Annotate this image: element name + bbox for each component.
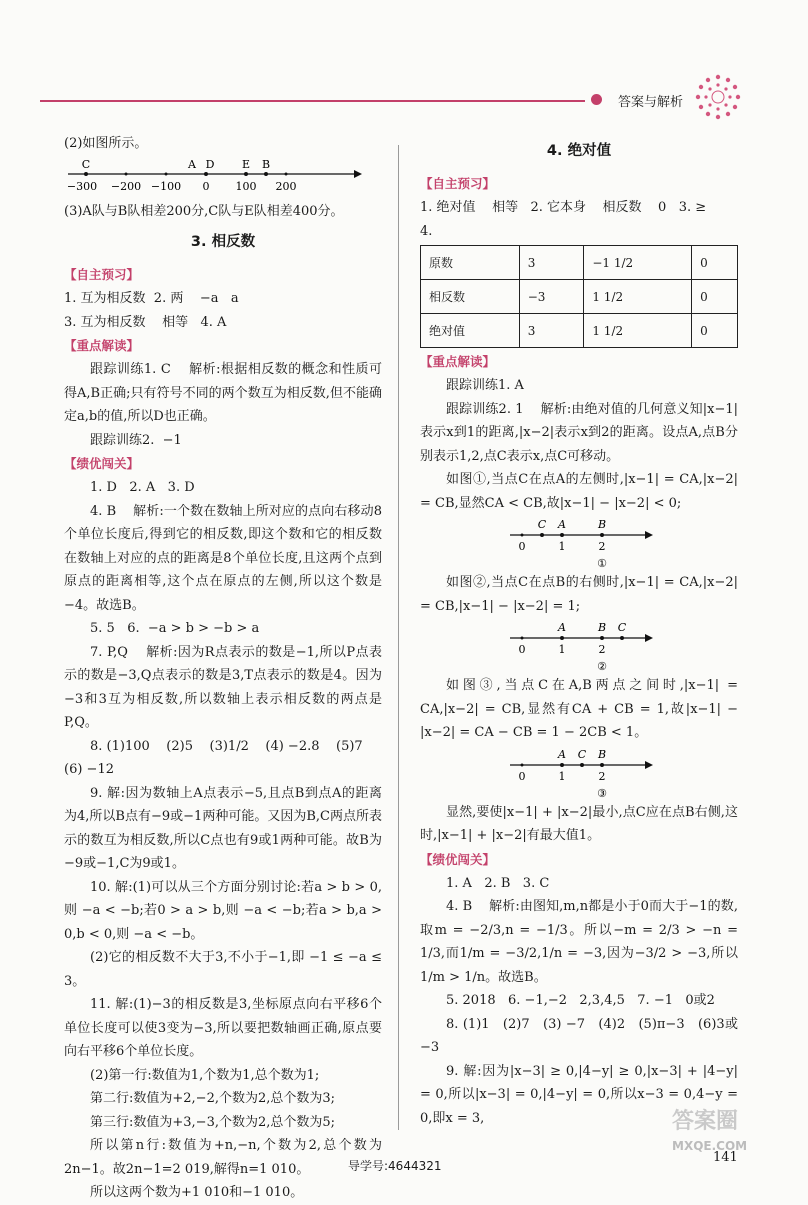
tick-label: 0	[518, 769, 526, 783]
answer-text: 跟踪训练1. A	[446, 378, 524, 393]
answer-text: 1. D 2. A 3. D	[90, 480, 195, 495]
number-line-figure-1	[420, 517, 738, 569]
answer-text: 5. 5 6. −a > b > −b > a	[90, 621, 260, 636]
tick-label: 200	[275, 179, 297, 193]
point-label: D	[205, 157, 215, 171]
table-cell: 0	[692, 314, 738, 348]
header-bullet-icon	[591, 94, 602, 105]
answer-text: 7. P,Q 解析:因为R点表示的数是−1,所以P点表示的数是−3,Q点表示的数是3,T点表示的数是4。因为−3和3互为相反数,所以数轴上表示相反数的两点是P,Q。	[64, 644, 382, 730]
tick-label: 0	[518, 540, 526, 553]
tick-label: 2	[598, 769, 606, 783]
section-tag: 【自主预习】	[420, 176, 496, 191]
absolute-value-table	[420, 245, 738, 348]
number-line-figure-2	[420, 620, 738, 672]
header-title: 答案与解析	[618, 95, 684, 110]
answer-text: 第三行:数值为+3,−3,个数为2,总个数为5;	[90, 1114, 336, 1130]
answer-text: 9. 解:因为|x−3| ≥ 0,|4−y| ≥ 0,|x−3| + |4−y| = 0,所以|x−3| = 0,|4−y| = 0,所以x−3 = 0,4−y = 0,即x = 3,	[420, 1063, 743, 1126]
answer-text: 显然,要使|x−1| + |x−2|最小,点C应在点B右侧,这时,|x−1| + |x−2|有最大值1。	[420, 804, 738, 843]
watermark-url: MXQE.COM	[672, 1139, 748, 1153]
section-tag: 【自主预习】	[64, 267, 140, 282]
flower-ornament-icon	[693, 72, 743, 122]
table-cell: 3	[519, 246, 584, 280]
point-label: C	[617, 621, 627, 634]
right-column	[420, 132, 743, 1130]
point-label: C	[537, 518, 547, 531]
point-label: B	[261, 157, 271, 171]
point-label: A	[188, 157, 196, 171]
guide-number: 导学号:4644321	[348, 1159, 442, 1173]
tick-label: 1	[558, 540, 566, 553]
answer-text: 1. A 2. B 3. C	[446, 875, 550, 891]
point-label: A	[558, 747, 566, 761]
tick-label: −200	[110, 179, 142, 193]
answer-text: (3)A队与B队相差200分,C队与E队相差400分。	[64, 203, 344, 219]
point-label: A	[558, 518, 566, 531]
section-tag: 【绩优闯关】	[420, 851, 496, 867]
watermark-logo	[672, 1110, 772, 1158]
tick-label: 2	[598, 643, 606, 656]
number-line-teams	[64, 158, 364, 198]
answer-text: 4.	[420, 223, 433, 239]
table-cell: −3	[519, 280, 584, 314]
point-label: A	[558, 621, 566, 634]
table-cell: 相反数	[421, 280, 520, 314]
table-cell: 绝对值	[421, 314, 520, 348]
answer-text: 如图②,当点C在点B的右侧时,|x−1| = CA,|x−2| = CB,|x−1| − |x−2| = 1;	[420, 575, 743, 614]
figure-caption: ①	[597, 557, 607, 569]
answer-text: 10. 解:(1)可以从三个方面分别讨论:若a > b > 0,则 −a < −b;若0 > a > b,则 −a < −b;若a > b,a > 0,b < 0,则 −a < −b。	[64, 879, 387, 942]
answer-text: 1. 互为相反数 2. 两 −a a	[64, 291, 239, 306]
table-cell: 0	[692, 280, 738, 314]
answer-text: 4. B 解析:由图知,m,n都是小于0而大于−1的数,取m = −2/3,n = −1/3。所以−m = 2/3 > −n = 1/3,而1/m = −3/2,1/n = −3,因为−3/2 > −3,所以1/m > 1/n。故选B。	[420, 899, 743, 985]
answer-text: 3. 互为相反数 相等 4. A	[64, 314, 227, 330]
point-label: B	[597, 518, 607, 531]
figure-caption: ③	[597, 786, 607, 799]
point-label: B	[597, 621, 607, 634]
table-cell: 3	[519, 314, 584, 348]
answer-text: 所以第n行:数值为+n,−n,个数为2,总个数为2n−1。故2n−1=2 019,解得n=1 010。	[64, 1138, 382, 1177]
watermark-text: 答案圈	[672, 1109, 739, 1134]
answer-text: 9. 解:因为数轴上A点表示−5,且点B到点A的距离为4,所以B点有−9或−1两种可能。又因为B,C两点所表示的数互为相反数,所以C点也有9或1两种可能。故B为−9或−1,C为9或1。	[64, 785, 382, 871]
answer-text: 跟踪训练1. C 解析:根据相反数的概念和性质可得A,B正确;只有符号不同的两个数互为相反数,但不能确定a,b的值,所以D也正确。	[64, 362, 382, 424]
tick-label: −300	[66, 179, 98, 193]
table-row	[421, 246, 738, 280]
answer-text: (2)第一行:数值为1,个数为1,总个数为1;	[90, 1067, 320, 1083]
left-column	[64, 132, 387, 1205]
table-cell: 1 1/2	[584, 280, 692, 314]
answer-text: (6) −12	[64, 762, 114, 777]
point-label: C	[81, 157, 91, 171]
answer-text: 如图③,当点C在A,B两点之间时,|x−1| = CA,|x−2| = CB,显然有CA + CB = 1,故|x−1| − |x−2| = CA − CB = 1 − 2CB < 1。	[420, 678, 743, 740]
point-label: E	[241, 157, 251, 171]
answer-text: 跟踪训练2. 1 解析:由绝对值的几何意义知|x−1|表示x到1的距离,|x−2|表示x到2的距离。设点A,点B分别表示1,2,点C表示x,点C可移动。	[420, 401, 738, 464]
tick-label: −100	[150, 179, 182, 193]
column-divider	[398, 145, 399, 1130]
tick-label: 0	[518, 643, 526, 656]
point-label: C	[577, 747, 587, 761]
answer-text: 4. B 解析:一个数在数轴上所对应的点向右移动8个单位长度后,得到它的相反数,即这个数和它的相反数在数轴上对应的点的距离是8个单位长度,且这两个点到原点的距离相等,这个点在原点的左侧,所以这个数是−4。故选B。	[64, 503, 382, 613]
answer-text: 1. 绝对值 相等 2. 它本身 相反数 0 3. ≥	[420, 200, 707, 215]
answer-text: 所以这两个数为+1 010和−1 010。	[90, 1185, 304, 1200]
section-title: 3. 相反数	[190, 234, 256, 250]
figure-caption: ②	[597, 660, 607, 672]
table-row	[421, 280, 738, 314]
table-cell: 0	[692, 246, 738, 280]
answer-text: 11. 解:(1)−3的相反数是3,坐标原点向右平移6个单位长度可以使3变为−3,所以要把数轴画正确,原点要向右平移6个单位长度。	[64, 997, 382, 1059]
table-row	[421, 314, 738, 348]
section-tag: 【绩优闯关】	[64, 456, 140, 471]
tick-label: 100	[235, 179, 257, 193]
answer-text: (2)它的相反数不大于3,不小于−1,即 −1 ≤ −a ≤ 3。	[64, 950, 387, 989]
answer-text: 8. (1)100 (2)5 (3)1/2 (4) −2.8 (5)7	[90, 738, 363, 754]
point-label: B	[597, 747, 607, 761]
table-cell: −1 1/2	[584, 246, 692, 280]
table-cell: 1 1/2	[584, 314, 692, 348]
tick-label: 1	[558, 769, 566, 783]
tick-label: 0	[202, 179, 210, 193]
tick-label: 1	[558, 643, 566, 656]
answer-text: 5. 2018 6. −1,−2 2,3,4,5 7. −1 0或2	[446, 993, 715, 1008]
answer-text: 第二行:数值为+2,−2,个数为2,总个数为3;	[90, 1091, 336, 1106]
page-number: 141	[713, 1150, 738, 1165]
answer-text: 跟踪训练2. −1	[90, 432, 182, 448]
section-tag: 【重点解读】	[64, 338, 140, 353]
answer-text: 8. (1)1 (2)7 (3) −7 (4)2 (5)π−3 (6)3或 −3	[420, 1016, 743, 1055]
answer-text: 如图①,当点C在点A的左侧时,|x−1| = CA,|x−2| = CB,显然CA < CB,故|x−1| − |x−2| < 0;	[420, 472, 743, 511]
table-cell: 原数	[421, 246, 520, 280]
tick-label: 2	[598, 540, 606, 553]
number-line-figure-3	[420, 747, 738, 799]
section-title: 4. 绝对值	[546, 143, 612, 159]
section-tag: 【重点解读】	[420, 354, 496, 369]
answer-text: (2)如图所示。	[64, 136, 148, 151]
header-rule	[40, 100, 585, 102]
